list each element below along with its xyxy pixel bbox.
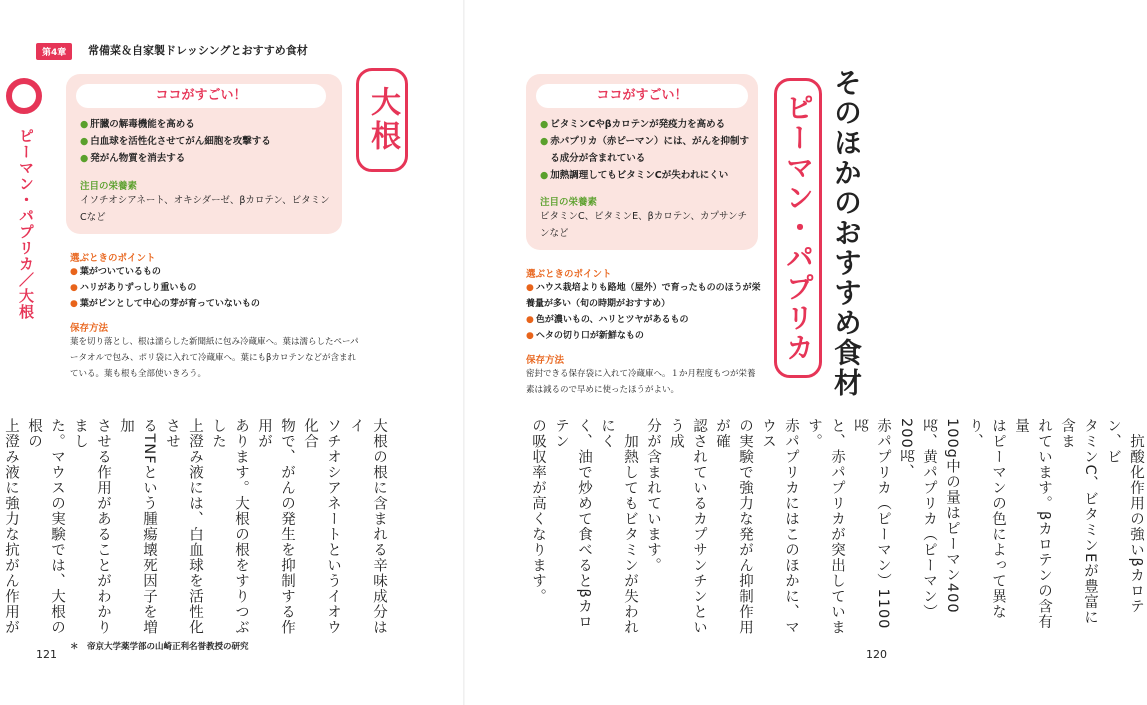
choose-heading: 選ぶときのポイント bbox=[526, 269, 612, 280]
page-title: そのほかのおすすめ食材 bbox=[830, 68, 863, 398]
choose-item: ● 葉がついているもの bbox=[70, 267, 161, 277]
highlight-box bbox=[526, 74, 758, 250]
choose-item: ● 葉がピンとして中心の芽が育っていないもの bbox=[70, 299, 260, 309]
food-name: ピーマン・パプリカ bbox=[782, 93, 815, 363]
food-name-box bbox=[774, 78, 822, 378]
ring-icon bbox=[6, 78, 42, 114]
choose-heading: 選ぶときのポイント bbox=[70, 253, 156, 264]
page-number: 121 bbox=[36, 648, 57, 661]
bullet-icon: ● bbox=[540, 170, 549, 181]
chapter-tag: 第4章 bbox=[36, 43, 72, 60]
choose-item: ● ハリがありずっしり重いもの bbox=[70, 283, 197, 293]
bullet-icon: ● bbox=[80, 136, 89, 147]
benefit-item: ● 肝臓の解毒機能を高める bbox=[80, 116, 271, 133]
chapter-title: 常備菜＆自家製ドレッシングとおすすめ食材 bbox=[88, 44, 308, 57]
storage-heading: 保存方法 bbox=[70, 323, 109, 334]
storage-text: 葉を切り落とし、根は濡らした新聞紙に包み冷蔵庫へ。葉は濡らしたペーパータオルで包み、ポリ袋に入れて冷蔵庫へ。葉にもβカロテンなどが含まれている。葉も根も全部使いきろう。 bbox=[70, 337, 359, 379]
nutrient-heading: 注目の栄養素 bbox=[540, 197, 598, 208]
choose-list bbox=[70, 264, 360, 312]
benefit-item: ● ビタミンCやβカロテンが発疫力を高める bbox=[540, 116, 750, 133]
bullet-icon: ● bbox=[80, 119, 89, 130]
body-text: 大根の根に含まれる辛味成分はイ ソチオシアネートというイオウ化合 物で、がんの発生を抑制する作用が あります。大根の根をすりつぶした 上澄み液には、白血球を活性化させ るTNFという腫瘍壊死因子を増加 させる作用があることがわかりまし た。マウスの実験では、大根の根の 上澄み液に強力な抗がん作用が bbox=[3, 418, 387, 636]
nutrient-heading: 注目の栄養素 bbox=[80, 181, 138, 192]
choose-item: ● ハウス栽培よりも路地（屋外）で育ったもののほうが栄養量が多い（旬の時期がおすすめ） bbox=[526, 283, 761, 309]
bullet-icon: ● bbox=[540, 136, 549, 147]
choose-list bbox=[526, 280, 762, 344]
side-title: ピーマン・パプリカ／大根 bbox=[17, 128, 35, 320]
food-name-box bbox=[356, 68, 408, 172]
choose-item: ● ヘタの切り口が新鮮なもの bbox=[526, 331, 644, 341]
benefit-list bbox=[540, 116, 750, 184]
benefit-item: ● 白血球を活性化させてがん細胞を攻撃する bbox=[80, 133, 271, 150]
highlight-box bbox=[66, 74, 342, 234]
benefit-item: ● 加熱調理してもビタミンCが失われにくい bbox=[540, 167, 750, 184]
bullet-icon: ● bbox=[80, 153, 89, 164]
sugoi-banner: ココがすごい！ bbox=[76, 84, 326, 108]
benefit-item: ● 赤パプリカ（赤ピーマン）には、がんを抑制する成分が含まれている bbox=[540, 133, 750, 167]
nutrient-text: イソチオシアネート、オキシダーゼ、βカロテン、ビタミンCなど bbox=[80, 195, 330, 223]
choose-item: ● 色が濃いもの、ハリとツヤがあるもの bbox=[526, 315, 689, 325]
storage-text: 密封できる保存袋に入れて冷蔵庫へ。１か月程度もつが栄養素は減るので早めに使ったほうがよい。 bbox=[526, 369, 756, 395]
bullet-icon: ● bbox=[540, 119, 549, 130]
benefit-list bbox=[80, 116, 271, 167]
page-number: 120 bbox=[866, 648, 887, 661]
footnote: ＊ 帝京大学薬学部の山崎正利名誉教授の研究 bbox=[70, 642, 249, 652]
body-text: 抗酸化作用の強いβカロテン、ビ タミンC、ビタミンEが豊富に含ま れています。βカロテンの含有量 はピーマンの色によって異なり、 100g中の量はピーマン400 ㎍、黄パプリカ（ピーマン）200㎍、 赤パプリカ（ピーマン）1100㎍ と、赤パプリカが突出しています。 赤パプリカにはこのほかに、マウス の実験で強力な発がん抑制作用が確 認されているカプサンチンという成 分が含まれています。 加熱してもビタミンが失われにく く、油で炒めて食べるとβカロテン の吸収率が高くなります。 bbox=[530, 418, 1144, 635]
sugoi-banner: ココがすごい！ bbox=[536, 84, 748, 108]
left-page bbox=[0, 0, 464, 705]
benefit-item: ● 発がん物質を消去する bbox=[80, 150, 271, 167]
storage-heading: 保存方法 bbox=[526, 355, 565, 366]
food-name: 大根 bbox=[365, 86, 400, 154]
nutrient-text: ビタミンC、ビタミンE、βカロテン、カプサンチンなど bbox=[540, 211, 747, 239]
